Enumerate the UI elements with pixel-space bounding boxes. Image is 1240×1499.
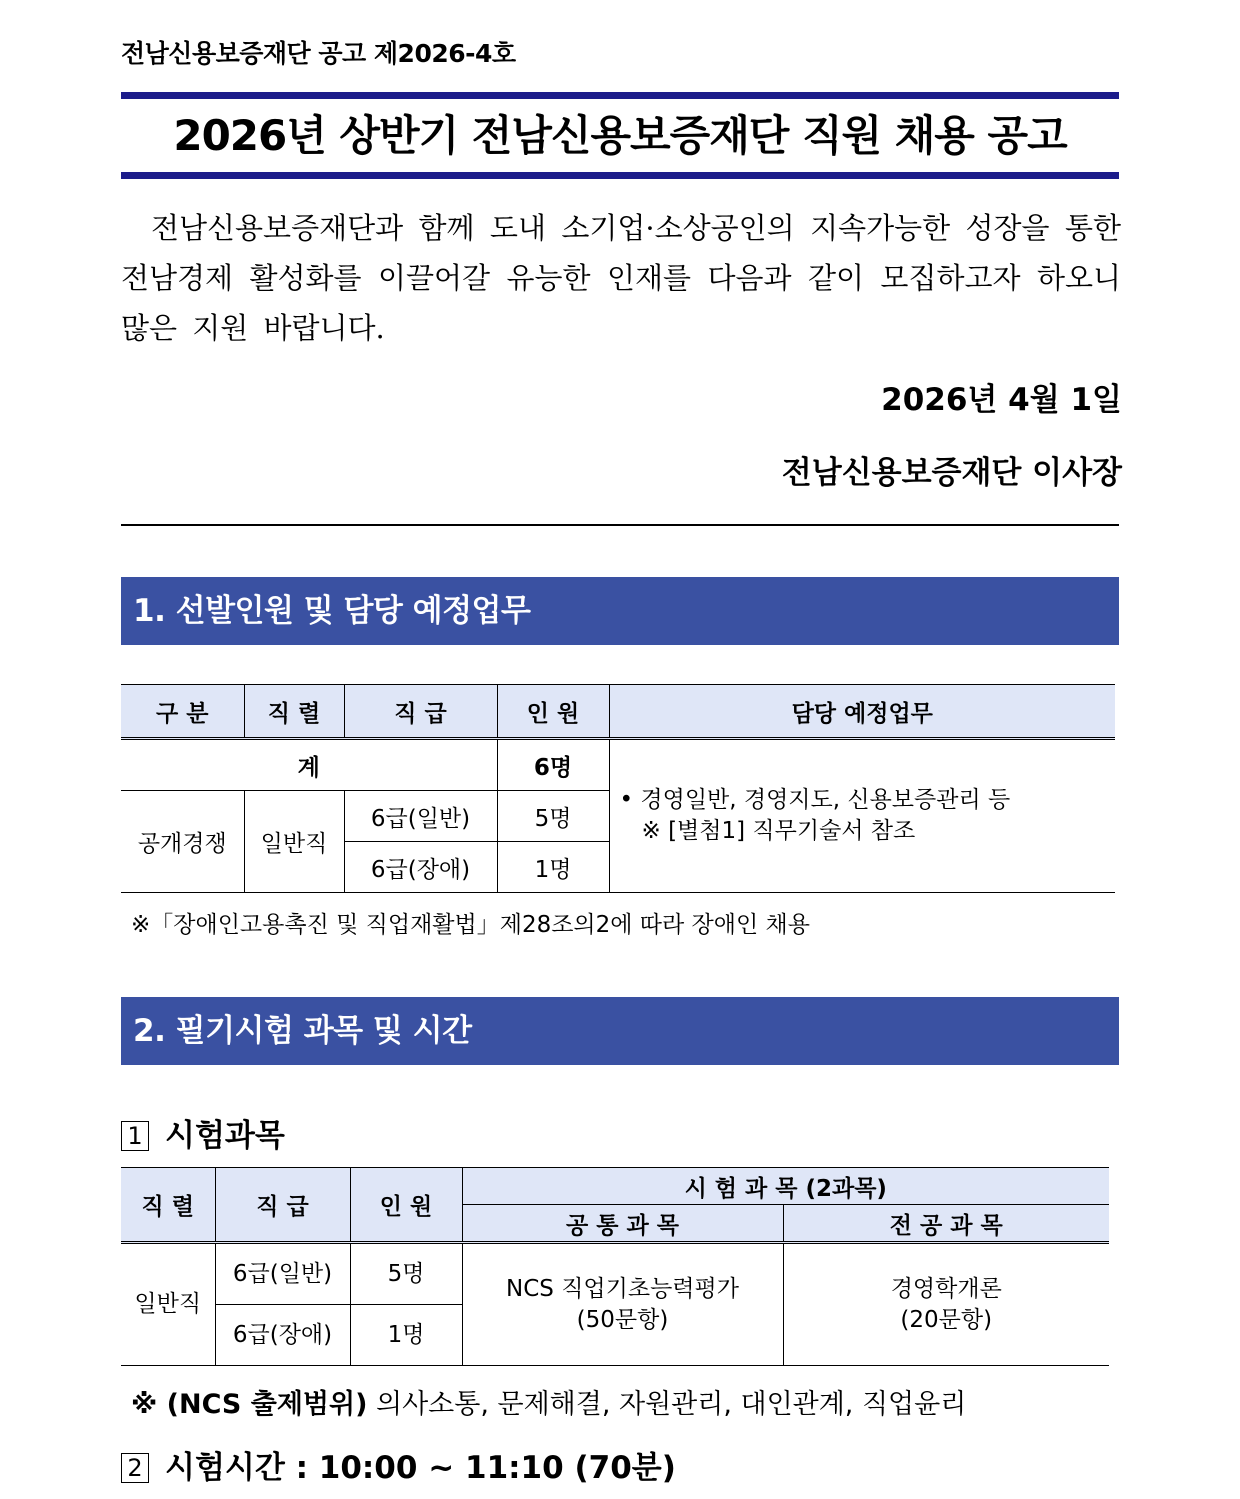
header-count: 인 원 (497, 685, 609, 739)
signer: 전남신용보증재단 이사장 (781, 455, 1122, 491)
count-cell: 1명 (497, 842, 609, 893)
major-subject-items: (20문항) (900, 1306, 993, 1333)
announcement-date: 2026년 4월 1일 (881, 382, 1122, 418)
series-cell: 일반직 (121, 1243, 215, 1366)
header-grade: 직 급 (344, 685, 497, 739)
section2-title: 2. 필기시험 과목 및 시간 (121, 997, 1119, 1065)
common-subject-cell (462, 1243, 783, 1366)
table-row (121, 1243, 1109, 1305)
page-title: 2026년 상반기 전남신용보증재단 직원 채용 공고 (173, 111, 1067, 160)
header-count: 인 원 (350, 1168, 462, 1243)
divider (121, 524, 1119, 526)
title-rule-top (121, 92, 1119, 99)
series-cell: 일반직 (244, 791, 344, 893)
major-subject-cell (783, 1243, 1109, 1366)
common-subject-items: (50문항) (576, 1306, 669, 1333)
subsection-number-box: 1 (121, 1121, 149, 1151)
ncs-scope-text: 의사소통, 문제해결, 자원관리, 대인관계, 직업윤리 (367, 1389, 967, 1420)
grade-cell: 6급(장애) (344, 842, 497, 893)
grade-cell: 6급(장애) (215, 1305, 350, 1366)
grade-cell: 6급(일반) (215, 1243, 350, 1305)
section1-note: ※「장애인고용촉진 및 직업재활법」제28조의2에 따라 장애인 채용 (131, 912, 810, 938)
count-cell: 5명 (350, 1243, 462, 1305)
exam-time-text: 시험시간 : 10:00 ~ 11:10 (70분) (165, 1450, 676, 1486)
total-label: 계 (121, 739, 497, 791)
category-cell: 공개경쟁 (121, 791, 244, 893)
title-rule-bottom (121, 172, 1119, 179)
count-cell: 5명 (497, 791, 609, 842)
header-series: 직 렬 (121, 1168, 215, 1243)
duty-cell (609, 739, 1115, 893)
header-category: 구 분 (121, 685, 244, 739)
notice-number: 전남신용보증재단 공고 제2026-4호 (121, 39, 516, 68)
recruitment-table (121, 684, 1115, 893)
header-grade: 직 급 (215, 1168, 350, 1243)
duty-line1: • 경영일반, 경영지도, 신용보증관리 등 (619, 787, 1011, 813)
subsection-number-box: 2 (121, 1453, 149, 1483)
ncs-scope-label: ※ (NCS 출제범위) (131, 1389, 368, 1420)
table-header-row (121, 1168, 1109, 1205)
exam-subject-table (121, 1167, 1109, 1366)
header-common: 공 통 과 목 (462, 1205, 783, 1243)
header-major: 전 공 과 목 (783, 1205, 1109, 1243)
table-header-row (121, 685, 1115, 739)
duty-line2: ※ [별첨1] 직무기술서 참조 (641, 818, 916, 844)
header-series: 직 렬 (244, 685, 344, 739)
intro-text: 전남신용보증재단과 함께 도내 소기업·소상공인의 지속가능한 성장을 통한 전남경제 활성화를 이끌어갈 유능한 인재를 다음과 같이 모집하고자 하오니 많은 지원 바랍니다. (121, 211, 1121, 345)
grade-cell: 6급(일반) (344, 791, 497, 842)
section1-title: 1. 선발인원 및 담당 예정업무 (121, 577, 1119, 645)
intro-paragraph (121, 203, 1121, 353)
header-duty: 담당 예정업무 (609, 685, 1115, 739)
major-subject-name: 경영학개론 (890, 1275, 1002, 1302)
subsection-title: 시험과목 (165, 1118, 285, 1154)
ncs-scope-note (131, 1382, 966, 1421)
subsection-exam-time (121, 1442, 676, 1487)
total-count: 6명 (497, 739, 609, 791)
common-subject-name: NCS 직업기초능력평가 (506, 1275, 739, 1302)
count-cell: 1명 (350, 1305, 462, 1366)
subsection-exam-subjects (121, 1110, 285, 1155)
table-row (121, 739, 1115, 791)
header-subjects: 시 험 과 목 (2과목) (462, 1168, 1109, 1205)
